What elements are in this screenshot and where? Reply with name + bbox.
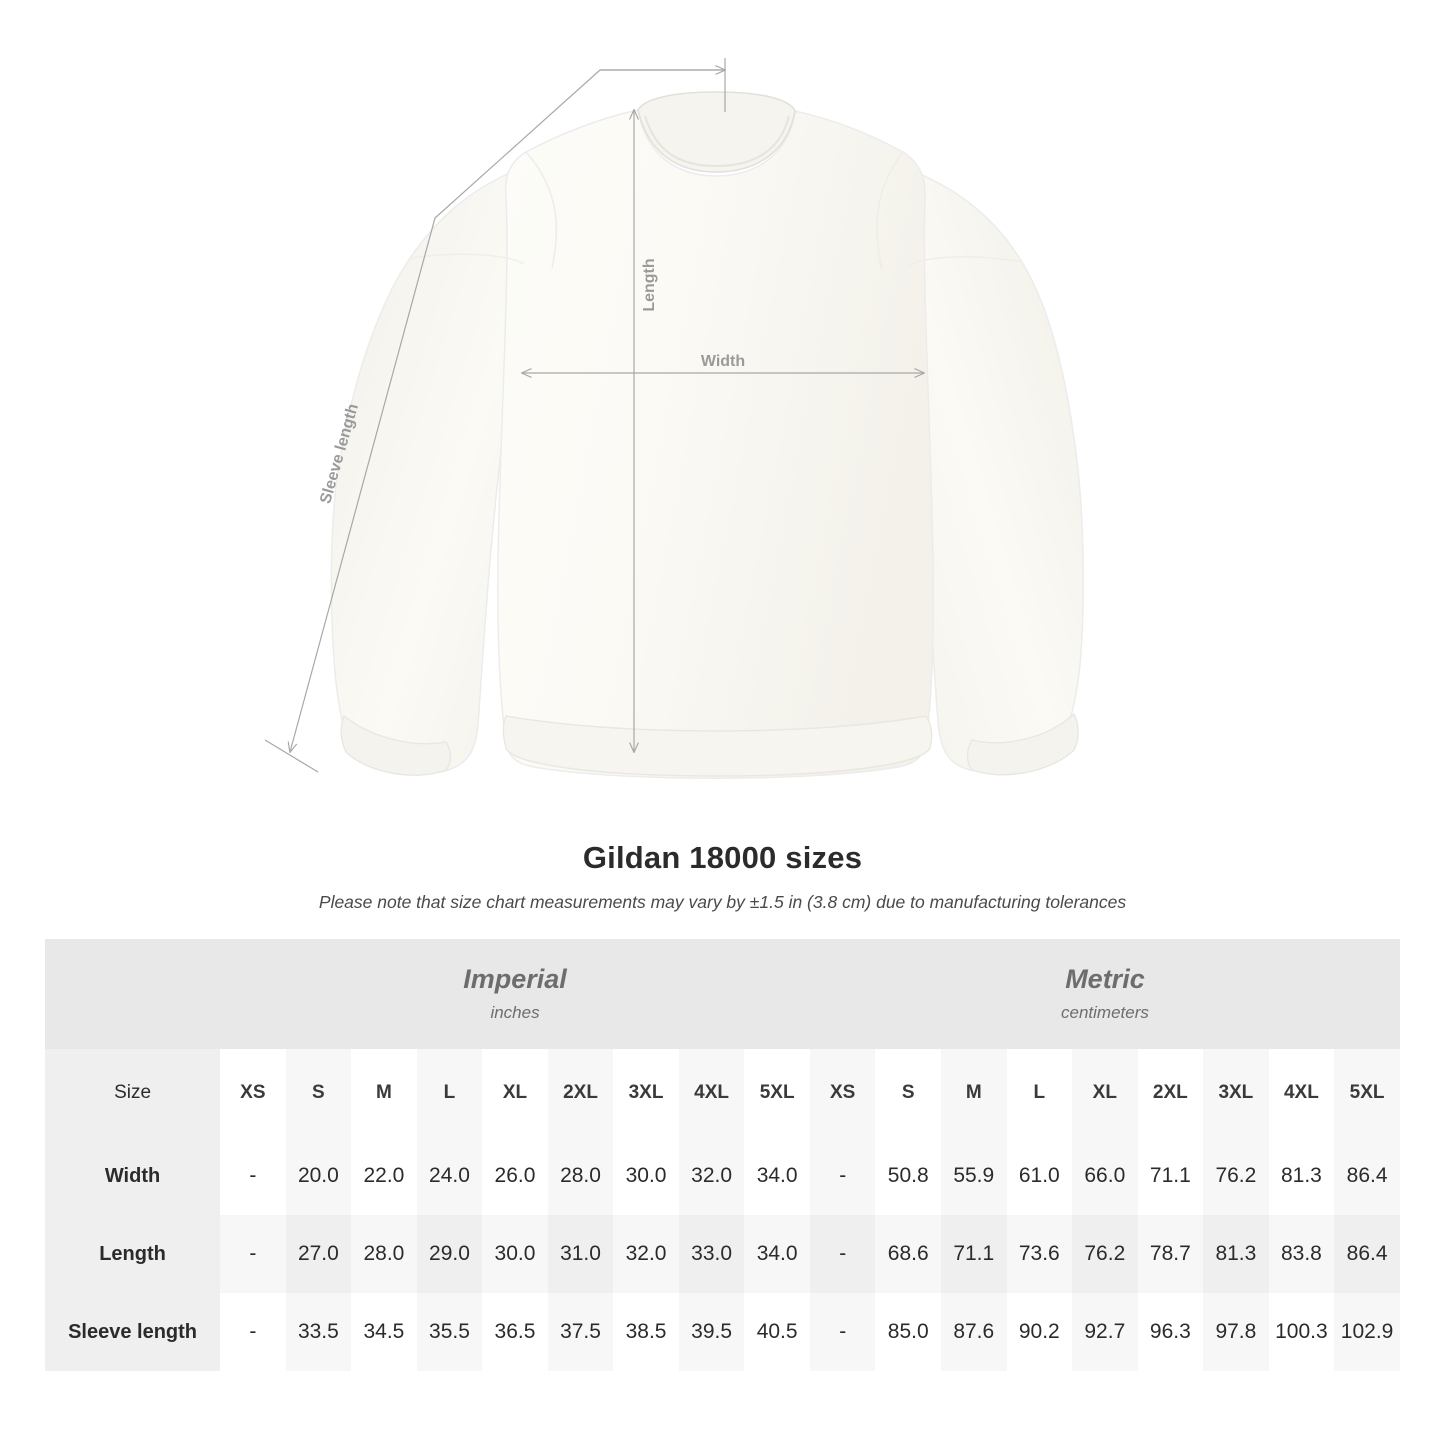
cell-width-metric-l: 61.0: [1007, 1137, 1073, 1215]
unit-header-metric: [810, 939, 1400, 1049]
size-header-imperial-5xl: 5XL: [744, 1049, 810, 1137]
size-header-metric-xl: XL: [1072, 1049, 1138, 1137]
cell-width-metric-xs: -: [810, 1137, 876, 1215]
cell-sleeve-metric-l: 90.2: [1007, 1293, 1073, 1371]
cell-width-imperial-5xl: 34.0: [744, 1137, 810, 1215]
cell-sleeve-metric-m: 87.6: [941, 1293, 1007, 1371]
cell-length-imperial-xl: 30.0: [482, 1215, 548, 1293]
cell-sleeve-metric-5xl: 102.9: [1334, 1293, 1400, 1371]
cell-sleeve-imperial-l: 35.5: [417, 1293, 483, 1371]
table-row: [45, 1293, 1400, 1371]
cell-width-imperial-s: 20.0: [286, 1137, 352, 1215]
size-header-metric-m: M: [941, 1049, 1007, 1137]
cell-length-metric-s: 68.6: [875, 1215, 941, 1293]
cell-sleeve-imperial-5xl: 40.5: [744, 1293, 810, 1371]
cell-width-metric-m: 55.9: [941, 1137, 1007, 1215]
size-header-metric-4xl: 4XL: [1269, 1049, 1335, 1137]
cell-width-imperial-xl: 26.0: [482, 1137, 548, 1215]
unit-header-imperial: [220, 939, 810, 1049]
cell-width-imperial-3xl: 30.0: [613, 1137, 679, 1215]
cell-length-imperial-s: 27.0: [286, 1215, 352, 1293]
length-label: Length: [641, 258, 658, 312]
size-header-row: [45, 1049, 1400, 1137]
size-table: [45, 939, 1400, 1371]
size-header-metric-l: L: [1007, 1049, 1073, 1137]
cell-sleeve-imperial-s: 33.5: [286, 1293, 352, 1371]
cell-sleeve-imperial-2xl: 37.5: [548, 1293, 614, 1371]
cell-length-imperial-2xl: 31.0: [548, 1215, 614, 1293]
cell-length-metric-5xl: 86.4: [1334, 1215, 1400, 1293]
cell-sleeve-imperial-3xl: 38.5: [613, 1293, 679, 1371]
unit-header-spacer: [45, 939, 220, 1049]
cell-width-imperial-2xl: 28.0: [548, 1137, 614, 1215]
size-header-label: Size: [45, 1049, 220, 1137]
size-header-imperial-4xl: 4XL: [679, 1049, 745, 1137]
table-row: [45, 1215, 1400, 1293]
cell-sleeve-metric-2xl: 96.3: [1138, 1293, 1204, 1371]
size-header-imperial-s: S: [286, 1049, 352, 1137]
cell-length-imperial-l: 29.0: [417, 1215, 483, 1293]
cell-length-metric-4xl: 83.8: [1269, 1215, 1335, 1293]
cell-width-metric-s: 50.8: [875, 1137, 941, 1215]
cell-sleeve-metric-s: 85.0: [875, 1293, 941, 1371]
page-title: Gildan 18000 sizes: [582, 840, 863, 875]
size-header-metric-s: S: [875, 1049, 941, 1137]
cell-length-imperial-m: 28.0: [351, 1215, 417, 1293]
unit-metric-name: Metric: [1065, 964, 1145, 995]
size-header-imperial-l: L: [417, 1049, 483, 1137]
cell-length-metric-xl: 76.2: [1072, 1215, 1138, 1293]
row-label-width: Width: [45, 1137, 220, 1215]
sleeve-length-label: Sleeve length: [317, 401, 363, 506]
cell-width-metric-2xl: 71.1: [1138, 1137, 1204, 1215]
cell-length-imperial-xs: -: [220, 1215, 286, 1293]
cell-length-metric-xs: -: [810, 1215, 876, 1293]
size-header-imperial-xl: XL: [482, 1049, 548, 1137]
cell-length-metric-2xl: 78.7: [1138, 1215, 1204, 1293]
size-header-metric-3xl: 3XL: [1203, 1049, 1269, 1137]
sweatshirt-shape: [331, 92, 1083, 778]
cell-length-imperial-4xl: 33.0: [679, 1215, 745, 1293]
size-header-imperial-xs: XS: [220, 1049, 286, 1137]
title-block: [0, 830, 1445, 913]
cell-length-metric-m: 71.1: [941, 1215, 1007, 1293]
cell-length-metric-l: 73.6: [1007, 1215, 1073, 1293]
cell-sleeve-metric-3xl: 97.8: [1203, 1293, 1269, 1371]
width-label: Width: [700, 353, 746, 370]
cell-length-imperial-5xl: 34.0: [744, 1215, 810, 1293]
cell-width-imperial-4xl: 32.0: [679, 1137, 745, 1215]
cell-sleeve-metric-xs: -: [810, 1293, 876, 1371]
cell-width-imperial-l: 24.0: [417, 1137, 483, 1215]
cell-sleeve-imperial-4xl: 39.5: [679, 1293, 745, 1371]
tolerance-note: Please note that size chart measurements may vary by ±1.5 in (3.8 cm) due to manufacturing tolerances: [318, 892, 1127, 912]
size-header-metric-xs: XS: [810, 1049, 876, 1137]
size-header-metric-2xl: 2XL: [1138, 1049, 1204, 1137]
cell-sleeve-imperial-xs: -: [220, 1293, 286, 1371]
cell-sleeve-imperial-m: 34.5: [351, 1293, 417, 1371]
row-label-sleeve-length: Sleeve length: [45, 1293, 220, 1371]
cell-sleeve-imperial-xl: 36.5: [482, 1293, 548, 1371]
cell-width-imperial-xs: -: [220, 1137, 286, 1215]
cell-width-metric-3xl: 76.2: [1203, 1137, 1269, 1215]
row-label-length: Length: [45, 1215, 220, 1293]
cell-sleeve-metric-xl: 92.7: [1072, 1293, 1138, 1371]
cell-length-metric-3xl: 81.3: [1203, 1215, 1269, 1293]
size-header-imperial-2xl: 2XL: [548, 1049, 614, 1137]
unit-imperial-sub: inches: [490, 1002, 540, 1022]
size-header-imperial-m: M: [351, 1049, 417, 1137]
unit-header-row: [45, 939, 1400, 1049]
cell-width-metric-xl: 66.0: [1072, 1137, 1138, 1215]
cell-sleeve-metric-4xl: 100.3: [1269, 1293, 1335, 1371]
unit-imperial-name: Imperial: [463, 964, 567, 995]
cell-length-imperial-3xl: 32.0: [613, 1215, 679, 1293]
table-row: [45, 1137, 1400, 1215]
cell-width-metric-5xl: 86.4: [1334, 1137, 1400, 1215]
cell-width-metric-4xl: 81.3: [1269, 1137, 1335, 1215]
size-table-wrap: [0, 939, 1445, 1371]
size-header-metric-5xl: 5XL: [1334, 1049, 1400, 1137]
cell-width-imperial-m: 22.0: [351, 1137, 417, 1215]
unit-metric-sub: centimeters: [1061, 1002, 1149, 1022]
size-header-imperial-3xl: 3XL: [613, 1049, 679, 1137]
